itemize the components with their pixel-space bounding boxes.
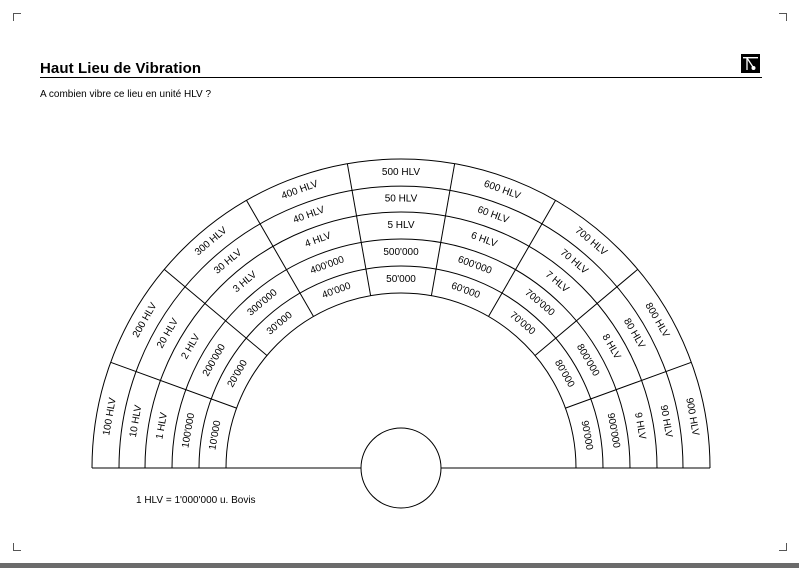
dial-sector-label[interactable]: 400'000 [308, 254, 346, 277]
dial-sector-label[interactable]: 600 HLV [482, 178, 522, 202]
dial-sector-label[interactable]: 400 HLV [280, 178, 320, 202]
dial-sector-label[interactable]: 100 HLV [101, 396, 119, 437]
dial-sector-label[interactable]: 20 HLV [155, 316, 181, 351]
dial-sector-label[interactable]: 4 HLV [303, 230, 333, 250]
dial-sector-label[interactable]: 700 HLV [572, 225, 610, 259]
dial-sector-label[interactable]: 50 HLV [384, 193, 418, 205]
dial-sector-label[interactable]: 600'000 [456, 254, 494, 277]
dial-sector-label[interactable]: 40 HLV [291, 204, 327, 226]
dial-sector-divider [111, 362, 237, 408]
dial-sector-label[interactable]: 10'000 [207, 419, 224, 451]
dial-sector-label[interactable]: 60 HLV [475, 204, 511, 226]
page-subtitle: A combien vibre ce lieu en unité HLV ? [40, 89, 212, 100]
page-title: Haut Lieu de Vibration [40, 60, 202, 77]
dial-sector-label[interactable]: 200 HLV [130, 301, 160, 340]
dial-sector-label[interactable]: 90 HLV [657, 404, 675, 439]
dial-sector-label[interactable]: 80 HLV [621, 316, 647, 351]
dial-sector-divider [347, 164, 370, 296]
dial-sector-label[interactable]: 5 HLV [387, 220, 415, 231]
dial-sector-label[interactable]: 1 HLV [154, 411, 170, 441]
dial-sector-label[interactable]: 800'000 [574, 342, 602, 379]
dial-sector-label[interactable]: 90'000 [578, 419, 595, 451]
unit-footnote: 1 HLV = 1'000'000 u. Bovis [136, 495, 256, 506]
dial-sector-label[interactable]: 200'000 [200, 342, 228, 379]
dial-sector-divider [565, 362, 691, 408]
dial-sector-label[interactable]: 500 HLV [381, 167, 421, 178]
dial-sector-label[interactable]: 70'000 [507, 309, 538, 338]
dial-sector-label[interactable]: 2 HLV [179, 332, 203, 362]
dial-sector-label[interactable]: 900 HLV [683, 396, 701, 437]
dial-sector-label[interactable]: 3 HLV [231, 269, 260, 296]
dial-sector-label[interactable]: 60'000 [449, 280, 482, 302]
dial-sector-label[interactable]: 30'000 [264, 309, 295, 338]
dial-sector-label[interactable]: 700'000 [522, 287, 557, 319]
dial-sector-label[interactable]: 100'000 [180, 412, 198, 449]
dial-sector-label[interactable]: 10 HLV [127, 404, 145, 439]
dial-sector-label[interactable]: 7 HLV [542, 269, 571, 296]
dial-sector-label[interactable]: 50'000 [386, 274, 416, 285]
dial-sector-label[interactable]: 800 HLV [642, 301, 672, 340]
dial-sector-label[interactable]: 6 HLV [469, 230, 499, 250]
dial-sector-label[interactable]: 500'000 [383, 247, 419, 258]
dial-sector-label[interactable]: 300 HLV [192, 225, 230, 259]
dial-sector-label[interactable]: 8 HLV [599, 332, 623, 362]
dial-sector-label[interactable]: 9 HLV [632, 411, 648, 441]
dial-sector-divider [431, 164, 454, 296]
dial-sector-label[interactable]: 70 HLV [557, 247, 590, 277]
dial-sector-label[interactable]: 20'000 [225, 358, 250, 390]
dial-sector-label[interactable]: 30 HLV [212, 247, 245, 277]
dial-sector-label[interactable]: 40'000 [320, 280, 353, 302]
dial-center-circle[interactable] [361, 428, 441, 508]
dial-sector-label[interactable]: 300'000 [245, 287, 280, 319]
dial-sector-label[interactable]: 900'000 [604, 412, 622, 449]
dial-sector-label[interactable]: 80'000 [552, 358, 577, 390]
